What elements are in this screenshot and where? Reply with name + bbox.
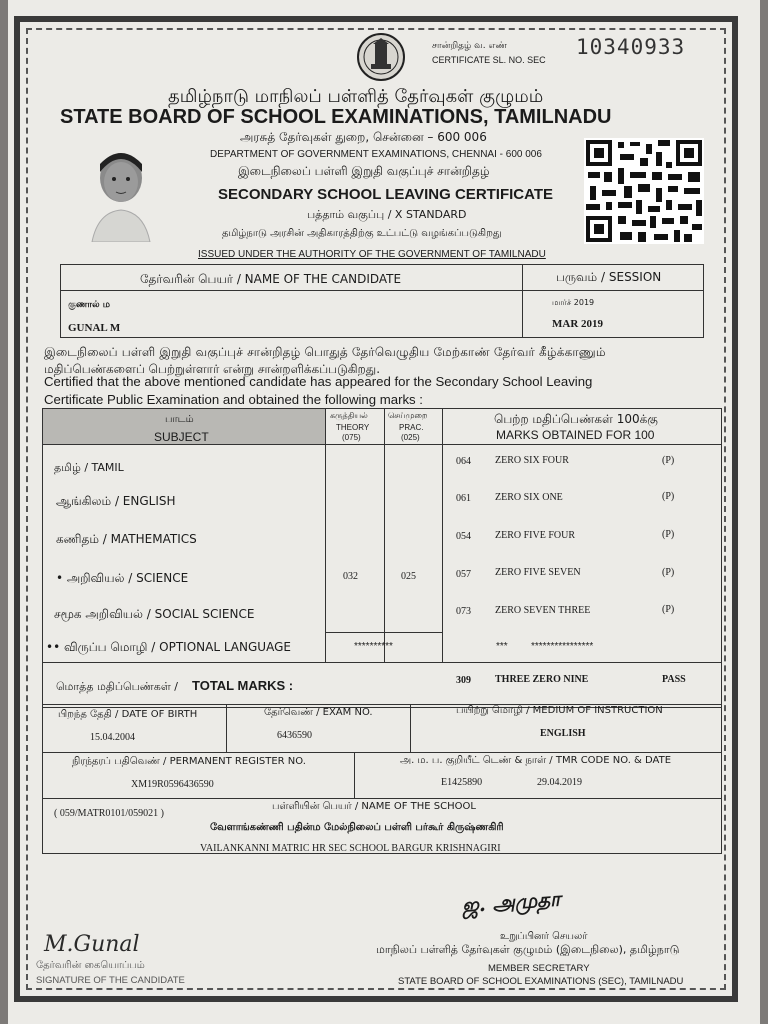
theory-header-max: (075) — [342, 433, 361, 442]
name-label: தேர்வரின் பெயர் / NAME OF THE CANDIDATE — [140, 272, 402, 286]
certificate-number: 10340933 — [576, 35, 686, 59]
subject-prac: 025 — [401, 571, 416, 582]
obtained-header-ta: பெற்ற மதிப்பெண்கள் 100க்கு — [494, 412, 658, 426]
medium-label: பயிற்று மொழி / MEDIUM OF INSTRUCTION — [456, 705, 663, 716]
issued-en: ISSUED UNDER THE AUTHORITY OF THE GOVERNMENT OF TAMILNADU — [198, 249, 546, 260]
school-label: பள்ளியின் பெயர் / NAME OF THE SCHOOL — [272, 801, 476, 812]
cert-title-ta: இடைநிலைப் பள்ளி இறுதி வகுப்புச் சான்றிதழ் — [238, 164, 490, 178]
subject-name: தமிழ் / TAMIL — [54, 461, 124, 474]
member-secretary-en: MEMBER SECRETARY — [488, 963, 590, 974]
marks-table — [42, 408, 722, 708]
subject-name: ஆங்கிலம் / ENGLISH — [56, 494, 176, 508]
subject-marks-words: ZERO SIX ONE — [495, 492, 563, 503]
board-title-en: STATE BOARD OF SCHOOL EXAMINATIONS, TAMILNADU — [60, 106, 612, 128]
cert-no-label-ta: சான்றிதழ் வ. எண் — [432, 41, 507, 51]
cert-title-en: SECONDARY SCHOOL LEAVING CERTIFICATE — [218, 186, 554, 203]
subject-theory: 032 — [343, 571, 358, 582]
medium-value: ENGLISH — [540, 728, 586, 739]
subject-name: சமூக அறிவியல் / SOCIAL SCIENCE — [54, 607, 255, 621]
board-title-ta: தமிழ்நாடு மாநிலப் பள்ளித் தேர்வுகள் குழுமம் — [168, 86, 544, 107]
subject-result: (P) — [662, 455, 675, 466]
certified-ta-2: மதிப்பெண்களைப் பெற்றுள்ளார் என்று சான்றளிக்கப்படுகிறது. — [44, 362, 381, 376]
member-secretary-ta: உறுப்பினர் செயலர் — [500, 931, 588, 942]
subject-marks-words: ZERO SEVEN THREE — [495, 605, 591, 616]
board-sec-en: STATE BOARD OF SCHOOL EXAMINATIONS (SEC), TAMILNADU — [398, 976, 684, 987]
subject-prac: ********** — [354, 641, 393, 652]
school-name-en: VAILANKANNI MATRIC HR SEC SCHOOL BARGUR KRISHNAGIRI — [200, 843, 501, 854]
total-marks-words: THREE ZERO NINE — [495, 674, 589, 685]
dob-value: 15.04.2004 — [90, 732, 135, 743]
exam-no-value: 6436590 — [277, 730, 312, 741]
candidate-signature: M.Gunal — [44, 932, 140, 957]
subject-marks: *** — [496, 641, 508, 652]
dept-en: DEPARTMENT OF GOVERNMENT EXAMINATIONS, CHENNAI - 600 006 — [210, 149, 542, 160]
certified-ta-1: இடைநிலைப் பள்ளி இறுதி வகுப்புச் சான்றிதழ் பொதுத் தேர்வெழுதிய மேற்காண் தேர்வர் கீழ்க்காணும் — [44, 345, 606, 359]
session-label: பருவம் / SESSION — [556, 270, 662, 284]
signature-label-ta: தேர்வரின் கையொப்பம் — [36, 960, 145, 971]
total-label-ta: மொத்த மதிப்பெண்கள் / — [56, 680, 178, 693]
subject-header-en: SUBJECT — [154, 430, 209, 444]
subject-name: கணிதம் / MATHEMATICS — [56, 532, 197, 546]
tmr-label: அ. ம. ப. குறியீட் டெண் & நாள் / TMR CODE NO. & DATE — [400, 755, 672, 766]
dob-label: பிறந்த தேதி / DATE OF BIRTH — [58, 709, 198, 720]
subject-header-ta: பாடம் — [165, 414, 194, 425]
secretary-signature: ஜ. அமுதா — [461, 886, 562, 918]
certified-en-2: Certificate Public Examination and obtained the following marks : — [44, 392, 423, 407]
subject-marks-words: ZERO SIX FOUR — [495, 455, 569, 466]
register-no-label: நிரந்தரப் பதிவெண் / PERMANENT REGISTER NO. — [72, 756, 306, 767]
subject-result: (P) — [662, 529, 675, 540]
candidate-photo — [88, 146, 154, 242]
school-code: ( 059/MATR0101/059021 ) — [54, 808, 164, 819]
subject-name: •• விருப்ப மொழி / OPTIONAL LANGUAGE — [46, 640, 291, 654]
subject-marks: 073 — [456, 606, 471, 617]
prac-header-en: PRAC. — [399, 423, 424, 432]
candidate-name-ta: குணால் ம — [68, 300, 110, 310]
session-en: MAR 2019 — [552, 318, 604, 330]
subject-marks: 061 — [456, 493, 471, 504]
theory-header-ta: கருத்தியல் — [330, 411, 368, 420]
candidate-name-en: GUNAL M — [68, 322, 121, 334]
subject-result: (P) — [662, 491, 675, 502]
total-marks: 309 — [456, 675, 471, 686]
qr-code — [584, 138, 704, 244]
board-sec-ta: மாநிலப் பள்ளித் தேர்வுகள் குழுமம் (இடைநிலை), தமிழ்நாடு — [376, 943, 680, 956]
subject-name: • அறிவியல் / SCIENCE — [56, 571, 189, 585]
subject-result: (P) — [662, 567, 675, 578]
certified-en-1: Certified that the above mentioned candidate has appeared for the Secondary School Leaving — [44, 374, 593, 389]
obtained-header-en: MARKS OBTAINED FOR 100 — [496, 428, 655, 442]
register-no-value: XM19R0596436590 — [131, 779, 214, 790]
total-label-en: TOTAL MARKS : — [192, 678, 294, 693]
prac-header-max: (025) — [401, 433, 420, 442]
cert-no-label-en: CERTIFICATE SL. NO. SEC — [432, 55, 546, 65]
theory-header-en: THEORY — [336, 423, 370, 432]
dept-ta: அரசுத் தேர்வுகள் துறை, சென்னை – 600 006 — [240, 130, 487, 144]
subject-marks-words: ZERO FIVE SEVEN — [495, 567, 581, 578]
total-result: PASS — [662, 674, 686, 685]
subject-marks: 064 — [456, 456, 471, 467]
subject-marks: 057 — [456, 569, 471, 580]
standard: பத்தாம் வகுப்பு / X STANDARD — [307, 208, 467, 221]
school-name-ta: வேளாங்கண்ணி பதின்ம மேல்நிலைப் பள்ளி பர்கூர் கிருஷ்ணகிரி — [210, 822, 504, 833]
prac-header-ta: செய்முறை — [388, 411, 428, 420]
government-emblem-icon — [356, 32, 406, 82]
signature-label-en: SIGNATURE OF THE CANDIDATE — [36, 975, 185, 986]
subject-marks-words: **************** — [531, 641, 594, 652]
subject-result: (P) — [662, 604, 675, 615]
tmr-code: E1425890 — [441, 777, 483, 788]
subject-marks-words: ZERO FIVE FOUR — [495, 530, 576, 541]
subject-marks: 054 — [456, 531, 471, 542]
exam-no-label: தேர்வெண் / EXAM NO. — [264, 707, 373, 718]
session-ta: மார்ச் 2019 — [552, 298, 595, 307]
tmr-date: 29.04.2019 — [537, 777, 582, 788]
issued-ta: தமிழ்நாடு அரசின் அதிகாரத்திற்கு உட்பட்டு வழங்கப்படுகிறது — [222, 228, 502, 239]
